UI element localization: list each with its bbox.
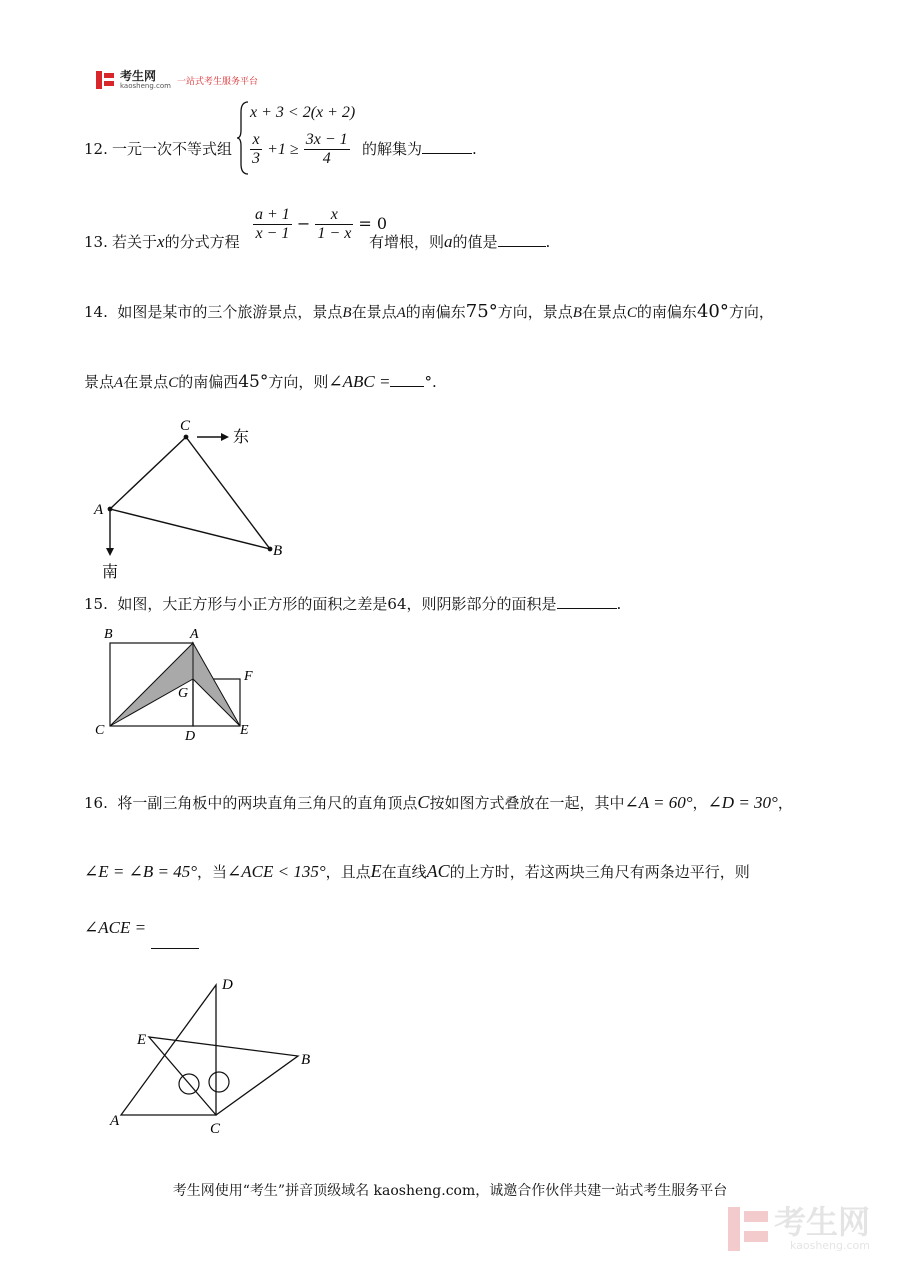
q12-text-before: 一元一次不等式组 — [112, 140, 233, 158]
q14-label-b: B — [273, 543, 283, 559]
q13-number: 13. — [84, 233, 108, 251]
q15-label-d: D — [185, 729, 196, 744]
q13-fraction-1: $\frac{a + 1}{x - 1}$ — [255, 206, 290, 242]
logo-name: 考生网 — [120, 69, 157, 83]
q15-shaded-right — [193, 643, 240, 726]
q12-fraction-1: $\frac{x}{3}$ — [252, 131, 260, 167]
south-arrow-icon — [106, 548, 114, 556]
watermark-domain: kaosheng.com — [789, 1239, 870, 1252]
header-logo — [96, 70, 258, 90]
q16-label-e: E — [137, 1032, 147, 1048]
q16-line-2: ∠E = ∠B = 45°，当∠ACE < 135°，且点E在直线AC的上方时，若这两块三角尺有两条边平行，则 — [84, 861, 750, 881]
q15-label-f: F — [244, 669, 253, 684]
q12-text-after: 的解集为 . — [362, 140, 477, 158]
q15-shaded-left — [110, 643, 193, 726]
q15-label-e: E — [240, 723, 249, 738]
q16-line-1: 16. 将一副三角板中的两块直角三角尺的直角顶点C按如图方式叠放在一起，其中∠A = 60°，∠D = 30°， — [84, 792, 793, 812]
q16-label-d: D — [222, 977, 233, 993]
q14-line-2: 景点A在景点C的南偏西45°方向，则∠ABC = °. — [84, 372, 437, 392]
logo-domain: kaosheng.com — [120, 82, 171, 90]
q14-point-b — [268, 547, 273, 552]
q14-point-c — [184, 435, 189, 440]
q14-label-south: 南 — [102, 564, 119, 581]
logo-mark-icon — [96, 71, 114, 89]
q14-label-c: C — [180, 418, 191, 434]
q14-label-a: A — [94, 502, 104, 518]
watermark — [728, 1205, 870, 1252]
q16-triangle-acd — [121, 985, 216, 1115]
logo-slogan: 一站式考生服务平台 — [176, 76, 258, 87]
q12-fraction-2: $\frac{3x - 1}{4}$ — [305, 131, 348, 167]
q14-triangle — [110, 437, 270, 549]
footer-text: 考生网使用“考生”拼音顶级域名 kaosheng.com，诚邀合作伙伴共建一站式考生服务平台 — [172, 1183, 728, 1199]
q16-label-c: C — [210, 1121, 221, 1137]
q14-figure — [90, 415, 290, 585]
q15-label-a: A — [190, 627, 199, 642]
watermark-logo-icon — [728, 1207, 768, 1251]
q13-fraction-2: $\frac{x}{1 - x}$ — [317, 206, 352, 242]
q13-text-before: 若关于x的分式方程 — [112, 232, 240, 251]
q16-answer-blank[interactable] — [151, 948, 199, 949]
q13-text-after: 有增根，则a的值是 . — [369, 232, 551, 251]
q14-answer-blank[interactable] — [390, 372, 424, 387]
q12-inequality-2 — [250, 131, 350, 168]
q14-label-east: 东 — [233, 429, 250, 446]
q15-answer-blank[interactable] — [557, 594, 617, 609]
q15-line: 15. 如图，大正方形与小正方形的面积之差是64，则阴影部分的面积是 . — [84, 595, 622, 613]
q16-figure — [100, 970, 330, 1145]
q16-angle-mark-2 — [209, 1072, 229, 1092]
q16-label-b: B — [301, 1052, 311, 1068]
q15-label-b: B — [104, 627, 113, 642]
q14-line-1: 14. 如图是某市的三个旅游景点，景点B在景点A的南偏东75°方向，景点B在景点C的南偏东40°方向， — [84, 301, 774, 322]
q13-equation: $\frac{a + 1}{x - 1}$ − $\frac{x}{1 - x}$ = 0 — [255, 206, 388, 242]
q12-number: 12. — [84, 140, 108, 158]
q15-label-c: C — [95, 723, 105, 738]
q12-brace — [236, 100, 250, 176]
q16-triangle-ceb — [149, 1037, 298, 1115]
q12-answer-blank[interactable] — [422, 139, 472, 154]
q12-inequality-1: x + 3 < 2(x + 2) — [250, 104, 356, 121]
q15-figure — [90, 622, 270, 747]
q16-label-a: A — [110, 1113, 120, 1129]
east-arrow-icon — [221, 433, 229, 441]
watermark-name: 考生网 — [773, 1203, 870, 1241]
q15-label-g: G — [178, 686, 189, 701]
q13-answer-blank[interactable] — [498, 232, 546, 247]
q12-mid: +1 ≥ — [267, 141, 299, 158]
q16-line-3: ∠ACE = — [84, 918, 147, 937]
